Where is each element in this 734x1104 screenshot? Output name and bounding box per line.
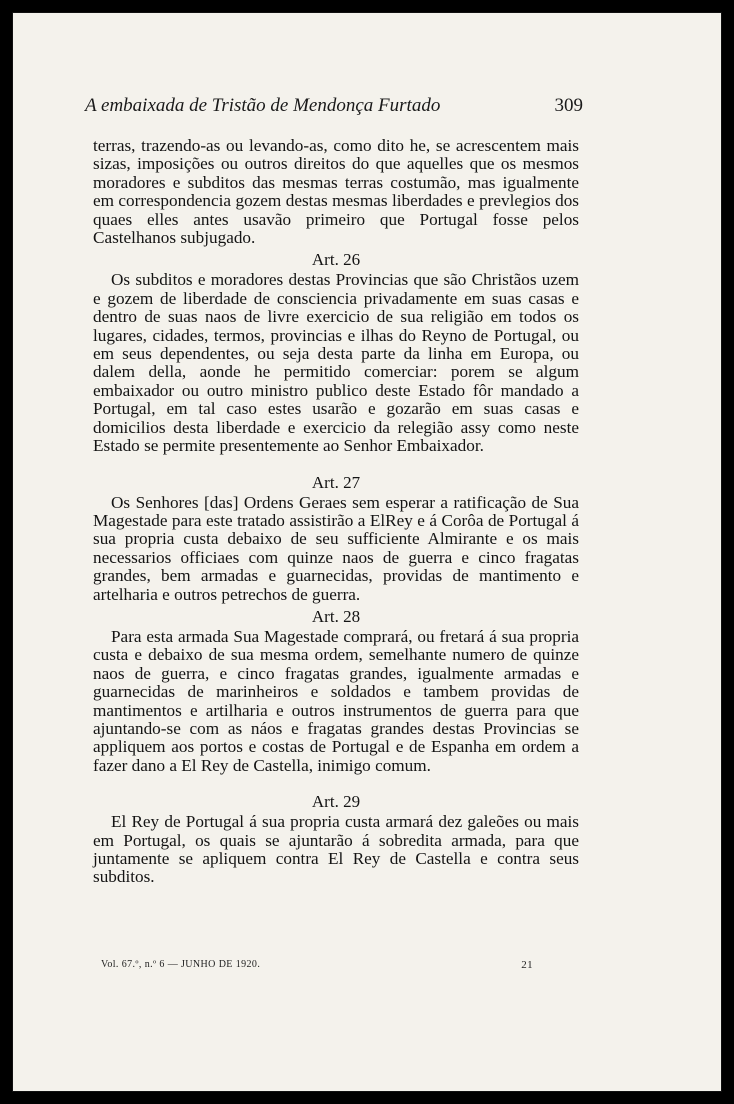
volume-line: Vol. 67.º, n.º 6 — JUNHO DE 1920.: [101, 959, 261, 970]
article-27-text: Os Senhores [das] Ordens Geraes sem esperar a ratificação de Sua Magestade para este tratado assistirão a ElRey e á Corôa de Portugal á sua propria custa debaixo de seu sufficiente Almirante e os mais necessarios officiaes com quinze naos de guerra e cinco fragatas grandes, bem armadas e guarnecidas, providas de mantimento e artelharia e outros petrechos de guerra.: [93, 492, 579, 604]
body-text: [93, 137, 579, 887]
article-29-text: El Rey de Portugal á sua propria custa armará dez galeões ou mais em Portugal, os quais se ajuntarão á sobredita armada, para que juntamente se apliquem contra El Rey de Castella e contra seus subditos.: [93, 812, 579, 887]
signature-mark: 21: [521, 959, 533, 971]
article-28-heading: Art. 28: [311, 606, 361, 626]
article-26-text: Os subditos e moradores destas Provincias que são Christãos uzem e gozem de liberdade de consciencia privadamente em suas casas e dentro de suas naos de livre exercicio de sua religião em todos os lugares, cidades, termos, provincias e ilhas do Reyno de Portugal, ou em seus dependentes, ou seja desta parte da linha em Europa, ou dalem della, aonde he permitido comerciar: porem se algum embaixador ou outro ministro publico deste Estado fôr mandado a Portugal, em tal caso estes usarão e gozarão em suas casas e domicilios desta liberdade e exercicio da relegião assy como neste Estado se permite presentemente ao Senhor Embaixador.: [93, 270, 579, 456]
page-number: 309: [554, 95, 583, 116]
page-footer: [101, 959, 533, 970]
running-title: A embaixada de Tristão de Mendonça Furtado: [85, 95, 441, 116]
article-29-heading: Art. 29: [311, 792, 361, 812]
document-page: [12, 12, 722, 1092]
intro-paragraph: terras, trazendo-as ou levando-as, como dito he, se acrescentem mais sizas, imposições ou outros direitos do que aquelles que os mesmos moradores e subditos das mesmas terras costumão, mas igualmente em correspondencia gozem destas mesmas liberdades e prevlegios dos quaes elles antes usavão primeiro que Portugal fosse pelos Castelhanos subjugado.: [93, 136, 579, 248]
article-28-text: Para esta armada Sua Magestade comprará, ou fretará á sua propria custa e debaixo de sua mesma ordem, semelhante numero de quinze naos de guerra, e cinco fragatas grandes, igualmente armadas e guarnecidas de marinheiros e soldados e tambem providas de mantimentos e artilharia e outros instrumentos de guerra para que ajuntando-se com as náos e fragatas grandes destas Provincias se appliquem aos portos e costas de Portugal e de Espanha em ordem a fazer dano a El Rey de Castella, inimigo comum.: [93, 626, 579, 775]
article-27-heading: Art. 27: [311, 472, 361, 492]
article-26-heading: Art. 26: [311, 250, 361, 270]
running-header: [85, 95, 583, 117]
